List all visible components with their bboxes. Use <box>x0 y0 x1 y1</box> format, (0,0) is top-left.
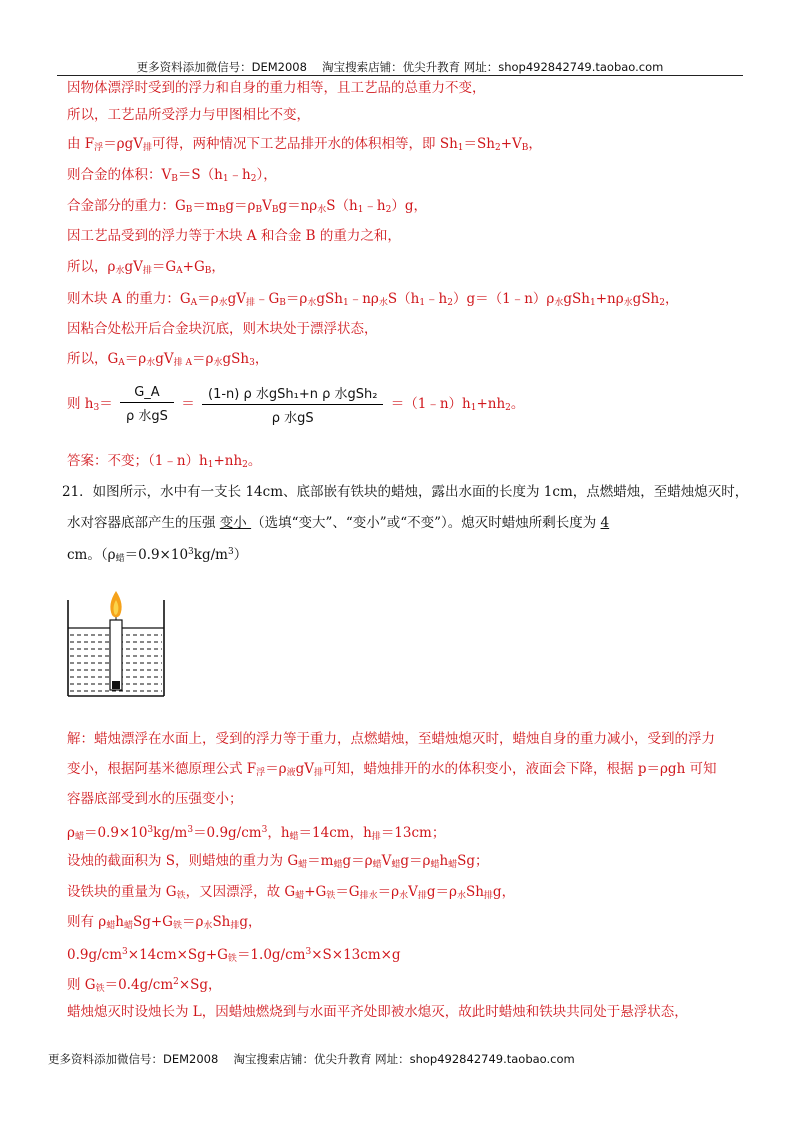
solution-line: 因物体漂浮时受到的浮力和自身的重力相等，且工艺品的总重力不变， <box>67 80 486 96</box>
fraction-ga-over-rho: $\frac{G\_A}{\text{ρ 水gS}}$ <box>120 385 174 424</box>
fraction-expanded: $\frac{\text{(1-n) ρ 水gSh₁+n ρ 水gSh₂}}{\text{ρ 水gS}}$ <box>202 383 383 426</box>
page-footer: 更多资料添加微信号：DEM2008 淘宝搜索店铺：优尖升教育 网址：shop492842749.taobao.com <box>48 1052 575 1066</box>
solution-line: 因工艺品受到的浮力等于木块 A 和合金 B 的重力之和， <box>67 228 401 244</box>
question-21-line: 水对容器底部产生的压强 变小 （选填“变大”、“变小”或“不变”）。熄灭时蜡烛所剩长度为 4 <box>67 515 610 531</box>
answer-blank-1: 变小 <box>219 515 252 531</box>
solution-21-line: 容器底部受到水的压强变小； <box>67 791 243 807</box>
solution-line: 则木块 A 的重力：$G_A=\rho_水gV_排﹣G_B=\rho_水gSh_1﹣n\rho_水S(h_1﹣h_2)g=(1﹣n)\rho_水gSh_1+n\rho_水gSh_2$， <box>67 291 679 308</box>
solution-21-line: 设烛的截面积为 S，则蜡烛的重力为 $G_蜡=m_蜡g=\rho_蜡V_蜡g=\rho_蜡h_蜡Sg$； <box>67 853 489 870</box>
solution-21-line: 变小，根据阿基米德原理公式 $F_浮=\rho_液gV_排$可知，蜡烛排开的水的体积变小，液面会下降，根据 p＝ρgh 可知 <box>67 761 717 778</box>
page-header: 更多资料添加微信号：DEM2008 淘宝搜索店铺：优尖升教育 网址：shop492842749.taobao.com <box>136 60 664 74</box>
question-21-line: cm。$(\rho_蜡=0.9\times 10^3kg/m^3)$ <box>67 547 248 564</box>
solution-line: 则合金的体积：$V_B=S(h_1﹣h_2)$， <box>67 167 277 184</box>
header-divider <box>57 75 743 76</box>
solution-21-line: 解：蜡烛漂浮在水面上，受到的浮力等于重力，点燃蜡烛，至蜡烛熄灭时，蜡烛自身的重力减小，受到的浮力 <box>67 731 715 747</box>
solution-21-line: 则有 $\rho_蜡h_蜡Sg+G_铁=\rho_水Sh_排g$， <box>67 914 262 931</box>
solution-line: 所以，$\rho_水gV_排=G_A+G_B$， <box>67 259 225 276</box>
solution-line: 所以，$G_A=\rho_水gV_{排 A}=\rho_水gSh_3$， <box>67 351 269 368</box>
candle-beaker-figure <box>66 588 176 700</box>
solution-line: 合金部分的重力：$G_B=m_Bg=\rho_BV_Bg=n\rho_水S(h_1﹣h_2)g$， <box>67 198 428 215</box>
fraction-formula: 则 $h_3=$ $\frac{G\_A}{\text{ρ 水gS}}$ ＝ $\frac{\text{(1-n) ρ 水gSh₁+n ρ 水gSh₂}}{\text{ρ 水gS}}$ $=(1﹣n)h_1+nh_2$。 <box>67 385 525 426</box>
question-21-line: 21．如图所示，水中有一支长 14cm、底部嵌有铁块的蜡烛，露出水面的长度为 1cm，点燃蜡烛，至蜡烛熄灭时， <box>62 484 749 500</box>
solution-21-line: 设铁块的重量为 $G_铁$，又因漂浮，故 $G_蜡+G_铁=G_{排水}=\rho_水V_排g=\rho_水Sh_排g$， <box>67 884 516 901</box>
solution-line: 由 $F_浮=\rho gV_排$可得，两种情况下工艺品排开水的体积相等，即 $Sh_1=Sh_2+V_B$， <box>67 136 542 153</box>
answer-blank-2: 4 <box>600 515 610 531</box>
answer-line: 答案：不变；$(1﹣n)h_1+nh_2$。 <box>67 453 262 470</box>
solution-21-line: 则 $G_铁=0.4g/cm^2\times Sg$， <box>67 977 222 994</box>
solution-line: 因粘合处松开后合金块沉底，则木块处于漂浮状态， <box>67 321 378 337</box>
solution-line: 所以，工艺品所受浮力与甲图相比不变， <box>67 107 310 123</box>
solution-21-line: 蜡烛熄灭时设烛长为 L，因蜡烛燃烧到与水面平齐处即被水熄灭，故此时蜡烛和铁块共同处于悬浮状态， <box>67 1004 688 1020</box>
solution-21-line: $0.9g/cm^3\times 14cm\times Sg+G_铁=1.0g/cm^3\times S\times 13cm\times g$ <box>67 947 401 964</box>
solution-21-line: $\rho_蜡=0.9\times 10^3kg/m^3=0.9g/cm^3$，$h_蜡=14cm$，$h_排=13cm$； <box>67 825 446 842</box>
